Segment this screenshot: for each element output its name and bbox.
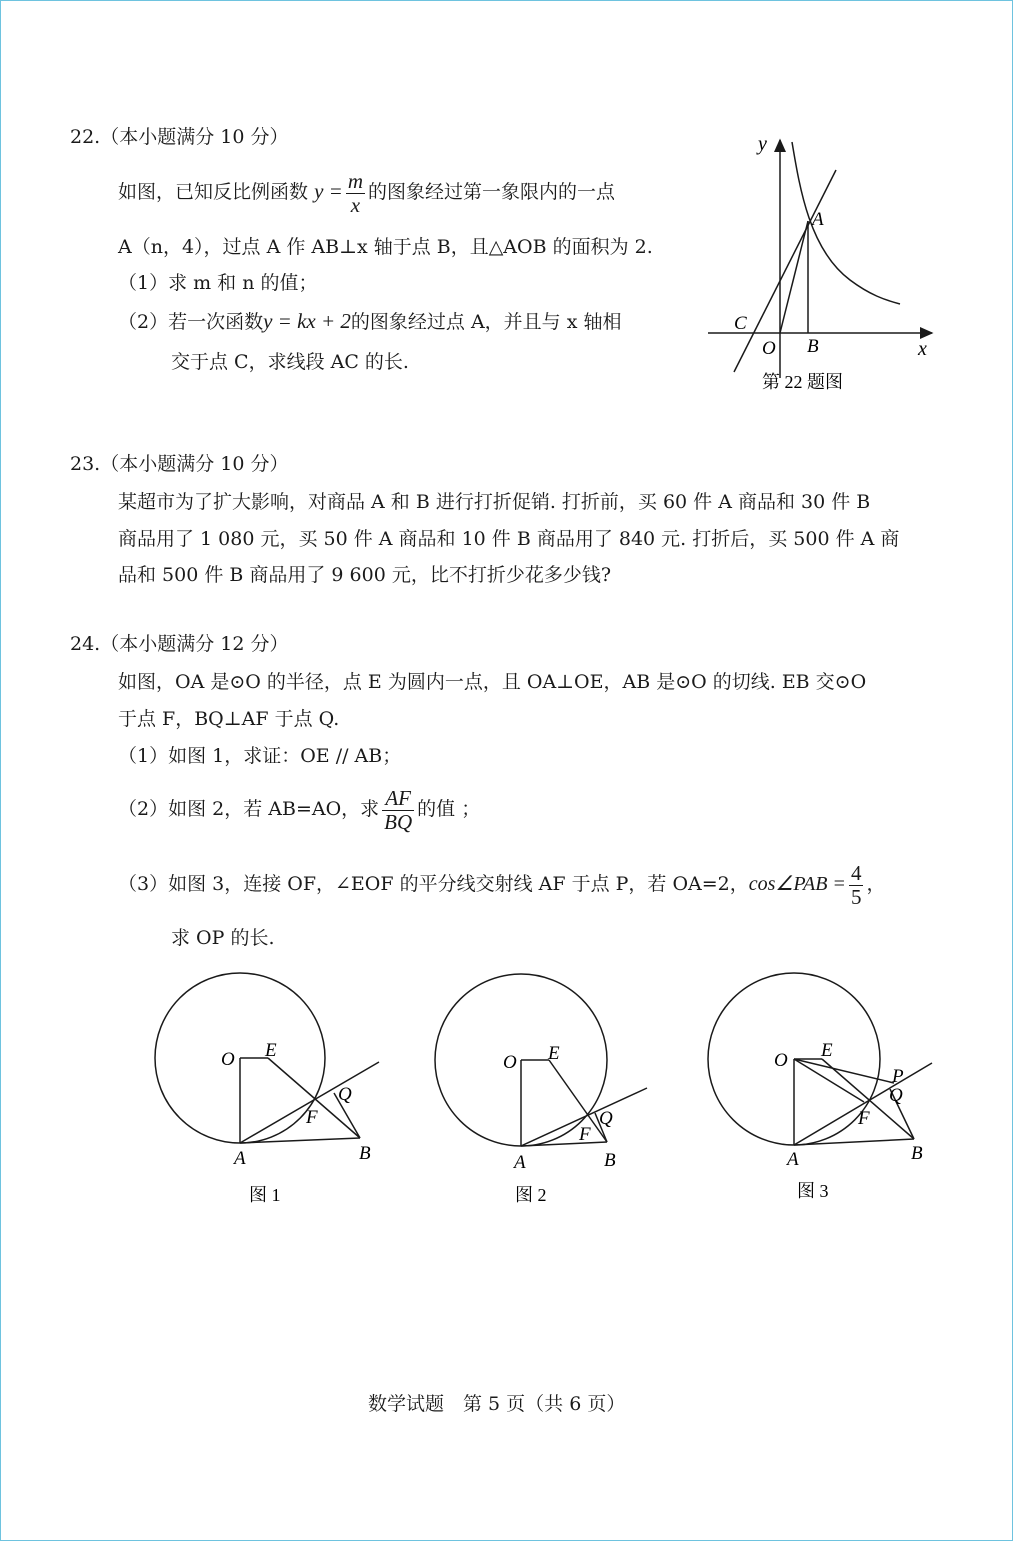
q24-fraction-num: AF — [382, 787, 414, 811]
q23-line2: 商品用了 1 080 元，买 50 件 A 商品和 10 件 B 商品用了 840 元. 打折后，买 500 件 A 商 — [118, 528, 900, 550]
q22-fraction-den: x — [350, 192, 361, 217]
q22-part1: （1）求 m 和 n 的值； — [118, 272, 318, 294]
label-o: O — [774, 1050, 788, 1071]
q24-figure-1 — [145, 970, 395, 1210]
figure-1-caption: 图 1 — [249, 1185, 281, 1205]
label-f: F — [579, 1124, 591, 1145]
q22-figure — [700, 130, 950, 400]
label-b: B — [911, 1143, 923, 1164]
label-q: Q — [889, 1085, 903, 1106]
label-y: y — [758, 133, 767, 155]
q22-line1 — [118, 164, 615, 219]
segment-ab — [794, 1139, 914, 1145]
q24-line2: 于点 F，BQ⊥AF 于点 Q. — [118, 708, 340, 730]
page-footer: 数学试题 第 5 页（共 6 页） — [368, 1393, 626, 1415]
q24-fraction-den: BQ — [384, 809, 413, 834]
label-x: x — [918, 338, 927, 360]
q24-part2 — [118, 780, 480, 838]
figure-3-caption: 图 3 — [797, 1181, 829, 1201]
label-o: O — [503, 1052, 517, 1073]
q22-fraction — [346, 170, 365, 217]
label-b: B — [807, 336, 819, 357]
q22-line1-a: 如图，已知反比例函数 — [118, 181, 309, 203]
q24-part2-b: 的值 ； — [417, 798, 481, 820]
label-e: E — [821, 1040, 833, 1061]
label-b: B — [359, 1143, 371, 1164]
q24-part2-a: （2）如图 2，若 AB=AO，求 — [118, 798, 380, 820]
q23-heading: 23.（本小题满分 10 分） — [70, 453, 289, 475]
label-q: Q — [599, 1108, 613, 1129]
label-a: A — [234, 1148, 246, 1169]
ray-af — [240, 1062, 379, 1143]
label-a: A — [787, 1149, 799, 1170]
q24-part3 — [118, 856, 885, 912]
q24-part1: （1）如图 1，求证：OE // AB； — [118, 745, 402, 767]
q22-fn-y: y = — [314, 179, 343, 203]
label-a: A — [514, 1152, 526, 1173]
label-b: B — [604, 1150, 616, 1171]
q22-part2 — [118, 309, 621, 334]
q24-figure-2 — [425, 970, 675, 1210]
q22-part2-a: （2）若一次函数 — [118, 311, 264, 333]
line-ca — [734, 170, 836, 372]
q22-line1-b: 的图象经过第一象限内的一点 — [367, 181, 615, 203]
q22-linear-fn: y = kx + 2 — [263, 309, 351, 333]
q22-part2-cont: 交于点 C，求线段 AC 的长. — [171, 351, 409, 373]
q22-fraction-num: m — [347, 168, 363, 193]
q24-cos-num: 4 — [850, 860, 862, 885]
q22-heading: 22.（本小题满分 10 分） — [70, 126, 289, 148]
q24-fraction — [382, 787, 414, 834]
label-e: E — [548, 1043, 560, 1064]
q24-cos-expr: cos∠PAB = — [748, 873, 846, 895]
q24-heading: 24.（本小题满分 12 分） — [70, 633, 289, 655]
label-c: C — [734, 313, 747, 334]
q22-line2: A（n，4），过点 A 作 AB⊥x 轴于点 B，且△AOB 的面积为 2. — [118, 236, 653, 258]
q24-figure-3 — [700, 965, 950, 1205]
label-e: E — [265, 1040, 277, 1061]
q23-line1: 某超市为了扩大影响，对商品 A 和 B 进行打折促销. 打折前，买 60 件 A 商品和 30 件 B — [118, 491, 871, 513]
q24-line1: 如图，OA 是⊙O 的半径，点 E 为圆内一点，且 OA⊥OE，AB 是⊙O 的切线. EB 交⊙O — [118, 671, 867, 693]
label-f: F — [858, 1108, 870, 1129]
q24-part3-a: （3）如图 3，连接 OF，∠EOF 的平分线交射线 AF 于点 P，若 OA=2， — [118, 873, 749, 895]
q24-part3-b: ， — [866, 873, 886, 895]
segment-ab — [521, 1142, 607, 1146]
label-p: P — [892, 1066, 904, 1087]
segment-oa — [780, 221, 808, 333]
label-o: O — [762, 338, 776, 359]
label-q: Q — [338, 1084, 352, 1105]
label-f: F — [306, 1107, 318, 1128]
label-a: A — [812, 209, 824, 230]
q24-part3-cont: 求 OP 的长. — [171, 927, 275, 949]
q22-figure-caption: 第 22 题图 — [762, 372, 843, 392]
figure-2-caption: 图 2 — [515, 1185, 547, 1205]
label-o: O — [221, 1049, 235, 1070]
q24-cos-fraction — [849, 862, 864, 909]
q23-line3: 品和 500 件 B 商品用了 9 600 元，比不打折少花多少钱? — [118, 564, 612, 586]
q22-part2-b: 的图象经过点 A，并且与 x 轴相 — [350, 311, 622, 333]
q24-cos-den: 5 — [850, 884, 862, 909]
